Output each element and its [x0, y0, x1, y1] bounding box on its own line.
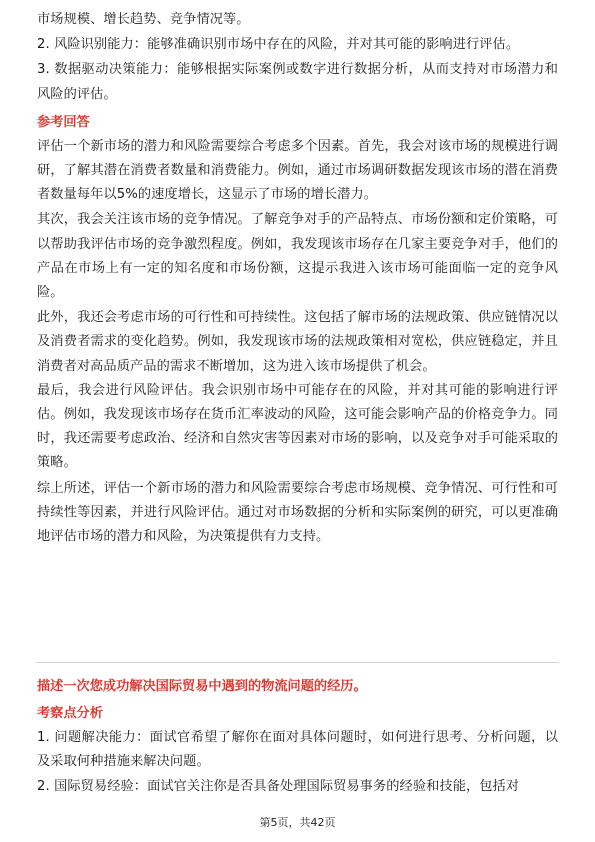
- answer-paragraph-2: 其次，我会关注该市场的竞争情况。了解竞争对手的产品特点、市场份额和定价策略，可以帮助我评估市场的竞争激烈程度。例如，我发现该市场存在几家主要竞争对手，他们的产品在市场上有一定的知名度和市场份额，这提示我进入该市场可能面临一定的竞争风险。: [37, 212, 558, 301]
- page-number-footer: 第5页，共42页: [259, 816, 336, 829]
- continued-text-line: 市场规模、增长趋势、竞争情况等。: [37, 12, 250, 27]
- analysis-heading: 考察点分析: [37, 706, 103, 721]
- page-content: [37, 8, 558, 549]
- ability-item-3: 3. 数据驱动决策能力：能够根据实际案例或数字进行数据分析，从而支持对市场潜力和风险的评估。: [37, 62, 558, 102]
- reference-answer-heading: 参考回答: [37, 114, 90, 130]
- ability-item-2: 2. 风险识别能力：能够准确识别市场中存在的风险，并对其可能的影响进行评估。: [37, 37, 520, 53]
- question-2-title: 描述一次您成功解决国际贸易中遇到的物流问题的经历。: [37, 679, 367, 694]
- question-2-section: [37, 675, 558, 800]
- answer-paragraph-3: 此外，我还会考虑市场的可行性和可持续性。这包括了解市场的法规政策、供应链情况以及消费者需求的变化趋势。例如，我发现该市场的法规政策相对宽松，供应链稳定，并且消费者对高品质产品的需求不断增加，这为进入该市场提供了机会。: [37, 310, 558, 374]
- answer-paragraph-5: 综上所述，评估一个新市场的潜力和风险需要综合考虑市场规模、竞争情况、可行性和可持续性等因素，并进行风险评估。通过对市场数据的分析和实际案例的研究，可以更准确地评估市场的潜力和风险，为决策提供有力支持。: [37, 480, 558, 545]
- answer-paragraph-4: 最后，我会进行风险评估。我会识别市场中可能存在的风险，并对其可能的影响进行评估。例如，我发现该市场存在货币汇率波动的风险，这可能会影响产品的价格竞争力。同时，我还需要考虑政治、经济和自然灾害等因素对市场的影响，以及竞争对手可能采取的策略。: [37, 382, 558, 471]
- section-divider: [35, 662, 559, 663]
- analysis-item-1: 1. 问题解决能力：面试官希望了解你在面对具体问题时，如何进行思考、分析问题，以及采取何种措施来解决问题。: [37, 730, 558, 770]
- answer-paragraph-1: 评估一个新市场的潜力和风险需要综合考虑多个因素。首先，我会对该市场的规模进行调研，了解其潜在消费者数量和消费能力。例如，通过市场调研数据发现该市场的潜在消费者数量每年以5%的速度增长，这显示了市场的增长潜力。: [37, 138, 558, 203]
- analysis-item-2: 2. 国际贸易经验：面试官关注你是否具备处理国际贸易事务的经验和技能，包括对: [37, 779, 520, 795]
